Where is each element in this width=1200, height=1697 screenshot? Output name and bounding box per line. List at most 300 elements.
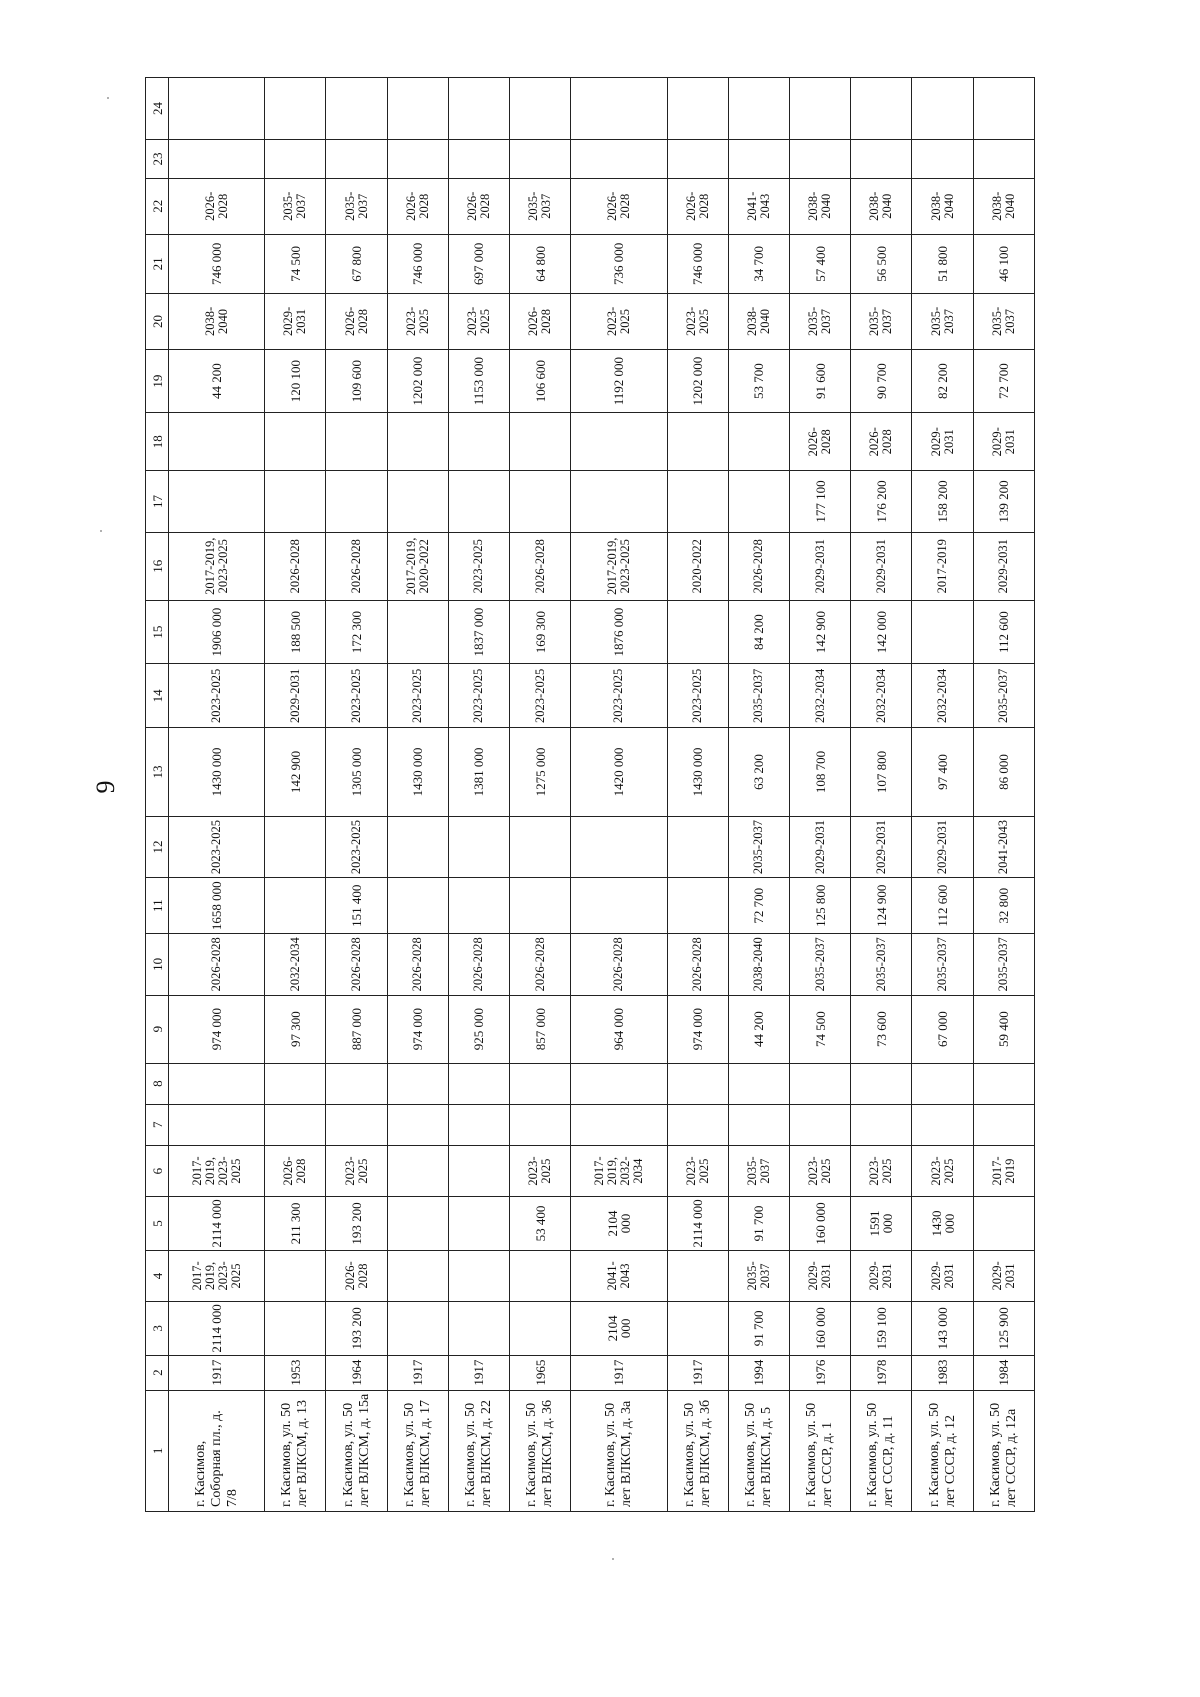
table-cell [326, 1063, 387, 1104]
table-cell: 2035-2037 [728, 816, 789, 878]
table-cell [912, 1104, 973, 1145]
table-cell: 2017-2019 [912, 532, 973, 600]
table-cell: 151 400 [326, 878, 387, 934]
table-cell: 57 400 [789, 234, 850, 294]
table-cell: 2026-2028 [169, 178, 265, 234]
table-cell: 67 800 [326, 234, 387, 294]
table-cell: 2017-2019, 2023-2025 [169, 532, 265, 600]
table-cell: 108 700 [789, 728, 850, 816]
table-cell [510, 878, 571, 934]
column-header: 18 [146, 413, 169, 471]
table-cell: 139 200 [973, 471, 1034, 533]
table-cell [571, 1104, 667, 1145]
table-cell: 2038-2040 [728, 294, 789, 350]
column-header: 8 [146, 1063, 169, 1104]
table-cell: 2026-2028 [510, 294, 571, 350]
table-cell: 1658 000 [169, 878, 265, 934]
column-header: 20 [146, 294, 169, 350]
table-cell [851, 139, 912, 178]
table-cell: 736 000 [571, 234, 667, 294]
address-cell: г. Касимов, ул. 50 лет ВЛКСМ, д. 13 [265, 1390, 326, 1511]
table-cell [728, 139, 789, 178]
table-cell: 2023-2025 [571, 664, 667, 728]
table-cell: 746 000 [667, 234, 728, 294]
table-cell: 2029-2031 [265, 294, 326, 350]
table-cell [448, 139, 509, 178]
table-cell: 2038-2040 [851, 178, 912, 234]
address-cell: г. Касимов, ул. 50 лет ВЛКСМ, д. 3б [667, 1390, 728, 1511]
table-cell [448, 878, 509, 934]
table-cell: 91 700 [728, 1302, 789, 1355]
column-header: 9 [146, 995, 169, 1063]
table-cell: 2026-2028 [510, 933, 571, 995]
address-cell: г. Касимов, ул. 50 лет ВЛКСМ, д. 22 [448, 1390, 509, 1511]
table-cell: 2023-2025 [326, 816, 387, 878]
table-cell [510, 413, 571, 471]
table-cell: 2017-2019, 2032-2034 [571, 1145, 667, 1196]
table-cell: 1984 [973, 1355, 1034, 1390]
table-cell [326, 413, 387, 471]
table-cell: 112 600 [973, 600, 1034, 664]
address-cell: г. Касимов, ул. 50 лет ВЛКСМ, д. 15а [326, 1390, 387, 1511]
table-cell: 91 600 [789, 349, 850, 413]
table-cell: 72 700 [973, 349, 1034, 413]
table-cell: 2114 000 [667, 1197, 728, 1250]
table-cell: 1994 [728, 1355, 789, 1390]
table-cell: 2026-2028 [789, 413, 850, 471]
column-header: 15 [146, 600, 169, 664]
table-cell: 53 700 [728, 349, 789, 413]
table-cell: 2035-2037 [973, 294, 1034, 350]
table-cell [912, 600, 973, 664]
table-cell [973, 1063, 1034, 1104]
table-cell: 2023-2025 [448, 532, 509, 600]
table-cell: 2023-2025 [169, 664, 265, 728]
table-cell: 142 000 [851, 600, 912, 664]
table-cell [265, 139, 326, 178]
table-cell: 2041-2043 [973, 816, 1034, 878]
table-cell: 2029-2031 [265, 664, 326, 728]
column-header: 23 [146, 139, 169, 178]
table-cell: 2035-2037 [265, 178, 326, 234]
table-cell [448, 816, 509, 878]
table-cell: 2026-2028 [448, 933, 509, 995]
table-cell: 2017-2019, 2023-2025 [571, 532, 667, 600]
table-cell [667, 878, 728, 934]
table-cell [326, 78, 387, 140]
column-header: 19 [146, 349, 169, 413]
table-cell: 2029-2031 [789, 1250, 850, 1301]
table-cell [326, 471, 387, 533]
table-cell: 2023-2025 [667, 664, 728, 728]
table-cell [510, 1250, 571, 1301]
table-cell [789, 78, 850, 140]
table-cell: 97 400 [912, 728, 973, 816]
table-body [169, 78, 1035, 1512]
table-cell: 188 500 [265, 600, 326, 664]
table-cell: 2023-2025 [387, 664, 448, 728]
table-cell: 2035-2037 [728, 664, 789, 728]
column-header: 1 [146, 1390, 169, 1511]
table-cell [387, 1302, 448, 1355]
rotated-table-container [145, 77, 1035, 1512]
table-cell: 2029-2031 [912, 413, 973, 471]
table-cell: 2026-2028 [326, 1250, 387, 1301]
table-cell: 2026-2028 [667, 933, 728, 995]
table-cell: 2029-2031 [789, 816, 850, 878]
table-cell [169, 1063, 265, 1104]
table-cell: 160 000 [789, 1302, 850, 1355]
table-cell: 2023-2025 [667, 1145, 728, 1196]
table-cell: 1153 000 [448, 349, 509, 413]
table-cell [387, 816, 448, 878]
table-cell: 2023-2025 [571, 294, 667, 350]
table-cell [728, 78, 789, 140]
table-cell [265, 413, 326, 471]
table-cell [448, 78, 509, 140]
column-header: 13 [146, 728, 169, 816]
table-cell [912, 139, 973, 178]
table-cell [510, 816, 571, 878]
table-cell [851, 78, 912, 140]
table-cell: 1420 000 [571, 728, 667, 816]
table-cell: 2026-2028 [265, 532, 326, 600]
table-cell: 2023-2025 [912, 1145, 973, 1196]
address-cell: г. Касимов, ул. 50 лет ВЛКСМ, д. 17 [387, 1390, 448, 1511]
table-cell: 2029-2031 [973, 532, 1034, 600]
table-row [571, 78, 667, 1512]
table-cell [326, 1104, 387, 1145]
table-cell [667, 413, 728, 471]
table-cell [510, 139, 571, 178]
table-cell: 143 000 [912, 1302, 973, 1355]
table-cell: 86 000 [973, 728, 1034, 816]
table-cell: 2026-2028 [448, 178, 509, 234]
table-cell: 2023-2025 [667, 294, 728, 350]
table-cell: 2023-2025 [326, 664, 387, 728]
table-cell: 1430 000 [387, 728, 448, 816]
table-cell: 2023-2025 [387, 294, 448, 350]
table-cell: 2026-2028 [571, 178, 667, 234]
column-header: 4 [146, 1250, 169, 1301]
table-cell [851, 1063, 912, 1104]
table-cell: 107 800 [851, 728, 912, 816]
table-cell: 2104 000 [571, 1302, 667, 1355]
table-cell [571, 139, 667, 178]
table-cell: 2026-2028 [387, 933, 448, 995]
table-cell [973, 1197, 1034, 1250]
table-cell: 120 100 [265, 349, 326, 413]
table-cell [265, 78, 326, 140]
housing-repair-schedule-table [145, 77, 1035, 1512]
column-header: 21 [146, 234, 169, 294]
table-cell: 2029-2031 [912, 816, 973, 878]
table-cell: 67 000 [912, 995, 973, 1063]
column-header: 6 [146, 1145, 169, 1196]
table-cell: 106 600 [510, 349, 571, 413]
table-cell [448, 1063, 509, 1104]
address-cell: г. Касимов, ул. 50 лет СССР, д. 11 [851, 1390, 912, 1511]
table-cell [510, 78, 571, 140]
table-cell [973, 1104, 1034, 1145]
table-cell [510, 1063, 571, 1104]
table-row [973, 78, 1034, 1512]
address-cell: г. Касимов, ул. 50 лет ВЛКСМ, д. 5 [728, 1390, 789, 1511]
table-cell: 2023-2025 [510, 664, 571, 728]
column-header: 22 [146, 178, 169, 234]
column-header: 16 [146, 532, 169, 600]
table-cell [667, 1063, 728, 1104]
table-cell: 2029-2031 [973, 1250, 1034, 1301]
table-cell: 2114 000 [169, 1197, 265, 1250]
table-cell [667, 471, 728, 533]
table-cell: 2041-2043 [728, 178, 789, 234]
table-cell: 74 500 [789, 995, 850, 1063]
table-cell: 172 300 [326, 600, 387, 664]
table-cell: 53 400 [510, 1197, 571, 1250]
table-cell [789, 1104, 850, 1145]
table-cell: 2038-2040 [973, 178, 1034, 234]
table-cell [387, 1104, 448, 1145]
table-cell: 2023-2025 [851, 1145, 912, 1196]
table-cell: 887 000 [326, 995, 387, 1063]
table-cell [851, 1104, 912, 1145]
table-cell: 1978 [851, 1355, 912, 1390]
column-header: 5 [146, 1197, 169, 1250]
table-row [265, 78, 326, 1512]
table-cell: 2026-2028 [326, 933, 387, 995]
table-cell: 2023-2025 [169, 816, 265, 878]
table-cell [667, 1250, 728, 1301]
table-cell: 2026-2028 [728, 532, 789, 600]
table-cell [448, 413, 509, 471]
table-cell: 2041-2043 [571, 1250, 667, 1301]
table-cell [169, 78, 265, 140]
scan-speck [612, 1558, 614, 1560]
table-cell: 2035-2037 [851, 933, 912, 995]
table-cell: 1917 [667, 1355, 728, 1390]
table-cell: 2026-2028 [326, 532, 387, 600]
address-cell: г. Касимов, Соборная пл., д. 7/8 [169, 1390, 265, 1511]
table-cell: 2023-2025 [510, 1145, 571, 1196]
table-cell: 1202 000 [667, 349, 728, 413]
table-cell: 2038-2040 [728, 933, 789, 995]
table-cell: 1430 000 [169, 728, 265, 816]
table-cell [667, 600, 728, 664]
table-cell: 2029-2031 [851, 532, 912, 600]
table-cell: 2032-2034 [789, 664, 850, 728]
address-cell: г. Касимов, ул. 50 лет СССР, д. 12 [912, 1390, 973, 1511]
table-cell: 74 500 [265, 234, 326, 294]
table-cell: 1965 [510, 1355, 571, 1390]
table-cell: 2114 000 [169, 1302, 265, 1355]
table-cell: 211 300 [265, 1197, 326, 1250]
column-header: 11 [146, 878, 169, 934]
table-cell: 56 500 [851, 234, 912, 294]
table-cell: 2029-2031 [912, 1250, 973, 1301]
table-cell: 2023-2025 [448, 664, 509, 728]
table-cell [448, 471, 509, 533]
header-row [146, 78, 169, 1512]
table-cell [448, 1104, 509, 1145]
table-cell: 1202 000 [387, 349, 448, 413]
table-cell: 1381 000 [448, 728, 509, 816]
table-cell: 974 000 [667, 995, 728, 1063]
table-row [510, 78, 571, 1512]
table-cell [448, 1197, 509, 1250]
table-cell: 2023-2025 [326, 1145, 387, 1196]
table-cell: 2035-2037 [973, 933, 1034, 995]
table-row [728, 78, 789, 1512]
table-cell: 2032-2034 [912, 664, 973, 728]
table-cell: 964 000 [571, 995, 667, 1063]
table-cell [448, 1145, 509, 1196]
table-cell: 90 700 [851, 349, 912, 413]
table-cell: 2017-2019 [973, 1145, 1034, 1196]
table-cell: 1917 [571, 1355, 667, 1390]
table-cell: 974 000 [169, 995, 265, 1063]
table-cell: 59 400 [973, 995, 1034, 1063]
address-cell: г. Касимов, ул. 50 лет СССР, д. 1 [789, 1390, 850, 1511]
table-row [448, 78, 509, 1512]
table-cell [169, 471, 265, 533]
table-cell [265, 878, 326, 934]
table-cell: 2026-2028 [169, 933, 265, 995]
column-header: 17 [146, 471, 169, 533]
table-cell [448, 1302, 509, 1355]
table-cell: 1837 000 [448, 600, 509, 664]
table-cell: 1430 000 [912, 1197, 973, 1250]
table-cell [667, 78, 728, 140]
column-header: 3 [146, 1302, 169, 1355]
table-cell: 925 000 [448, 995, 509, 1063]
table-cell [387, 600, 448, 664]
table-cell: 2026-2028 [851, 413, 912, 471]
table-cell [387, 1197, 448, 1250]
table-cell [387, 413, 448, 471]
table-cell: 44 200 [728, 995, 789, 1063]
table-cell: 34 700 [728, 234, 789, 294]
table-cell: 2023-2025 [448, 294, 509, 350]
scan-speck [100, 530, 102, 532]
table-cell [326, 139, 387, 178]
table-cell [169, 1104, 265, 1145]
table-cell [265, 1302, 326, 1355]
table-cell [265, 471, 326, 533]
table-cell [728, 1104, 789, 1145]
column-header: 10 [146, 933, 169, 995]
table-cell: 51 800 [912, 234, 973, 294]
column-header: 2 [146, 1355, 169, 1390]
table-cell [387, 471, 448, 533]
table-cell: 1976 [789, 1355, 850, 1390]
table-cell [265, 1063, 326, 1104]
table-cell: 2029-2031 [789, 532, 850, 600]
table-row [851, 78, 912, 1512]
table-cell [973, 139, 1034, 178]
table-cell: 2029-2031 [851, 816, 912, 878]
scan-speck [107, 97, 109, 99]
table-row [789, 78, 850, 1512]
column-header: 24 [146, 78, 169, 140]
table-cell [571, 471, 667, 533]
table-cell [912, 1063, 973, 1104]
table-cell: 2035-2037 [912, 294, 973, 350]
table-cell: 1591 000 [851, 1197, 912, 1250]
table-cell: 697 000 [448, 234, 509, 294]
table-cell: 2017-2019, 2023-2025 [169, 1250, 265, 1301]
table-cell: 746 000 [387, 234, 448, 294]
table-cell: 2104 000 [571, 1197, 667, 1250]
table-cell: 1964 [326, 1355, 387, 1390]
table-cell: 193 200 [326, 1197, 387, 1250]
table-cell: 84 200 [728, 600, 789, 664]
table-cell: 2026-2028 [265, 1145, 326, 1196]
table-row [912, 78, 973, 1512]
table-cell [728, 471, 789, 533]
address-cell: г. Касимов, ул. 50 лет ВЛКСМ, д. 3а [571, 1390, 667, 1511]
table-cell [571, 878, 667, 934]
table-cell: 2029-2031 [851, 1250, 912, 1301]
table-cell: 1953 [265, 1355, 326, 1390]
table-cell [387, 1145, 448, 1196]
table-cell [448, 1250, 509, 1301]
table-cell: 746 000 [169, 234, 265, 294]
table-cell [571, 413, 667, 471]
table-cell [387, 878, 448, 934]
table-cell [667, 139, 728, 178]
table-cell: 2017-2019, 2020-2022 [387, 532, 448, 600]
table-cell [510, 471, 571, 533]
table-cell [169, 139, 265, 178]
table-cell [387, 1063, 448, 1104]
table-cell [973, 78, 1034, 140]
table-cell: 1983 [912, 1355, 973, 1390]
table-cell [387, 78, 448, 140]
table-cell [728, 413, 789, 471]
table-cell: 2026-2028 [667, 178, 728, 234]
table-cell [571, 1063, 667, 1104]
table-row [169, 78, 265, 1512]
table-cell [571, 78, 667, 140]
table-cell: 2032-2034 [265, 933, 326, 995]
table-cell [265, 1250, 326, 1301]
table-cell: 2038-2040 [789, 178, 850, 234]
table-cell [169, 413, 265, 471]
table-cell: 112 600 [912, 878, 973, 934]
table-cell: 2035-2037 [912, 933, 973, 995]
page-number: 9 [91, 780, 120, 794]
table-cell: 2026-2028 [510, 532, 571, 600]
table-cell [667, 1104, 728, 1145]
table-cell: 44 200 [169, 349, 265, 413]
table-cell [912, 78, 973, 140]
table-cell: 2032-2034 [851, 664, 912, 728]
table-cell [265, 816, 326, 878]
table-cell: 2023-2025 [789, 1145, 850, 1196]
table-cell: 2038-2040 [912, 178, 973, 234]
table-cell [728, 1063, 789, 1104]
table-row [387, 78, 448, 1512]
table-cell: 142 900 [789, 600, 850, 664]
table-cell [789, 1063, 850, 1104]
table-cell [510, 1104, 571, 1145]
table-cell: 2035-2037 [326, 178, 387, 234]
table-cell: 2017-2019, 2023-2025 [169, 1145, 265, 1196]
table-cell: 176 200 [851, 471, 912, 533]
table-cell: 2035-2037 [851, 294, 912, 350]
table-cell: 1305 000 [326, 728, 387, 816]
